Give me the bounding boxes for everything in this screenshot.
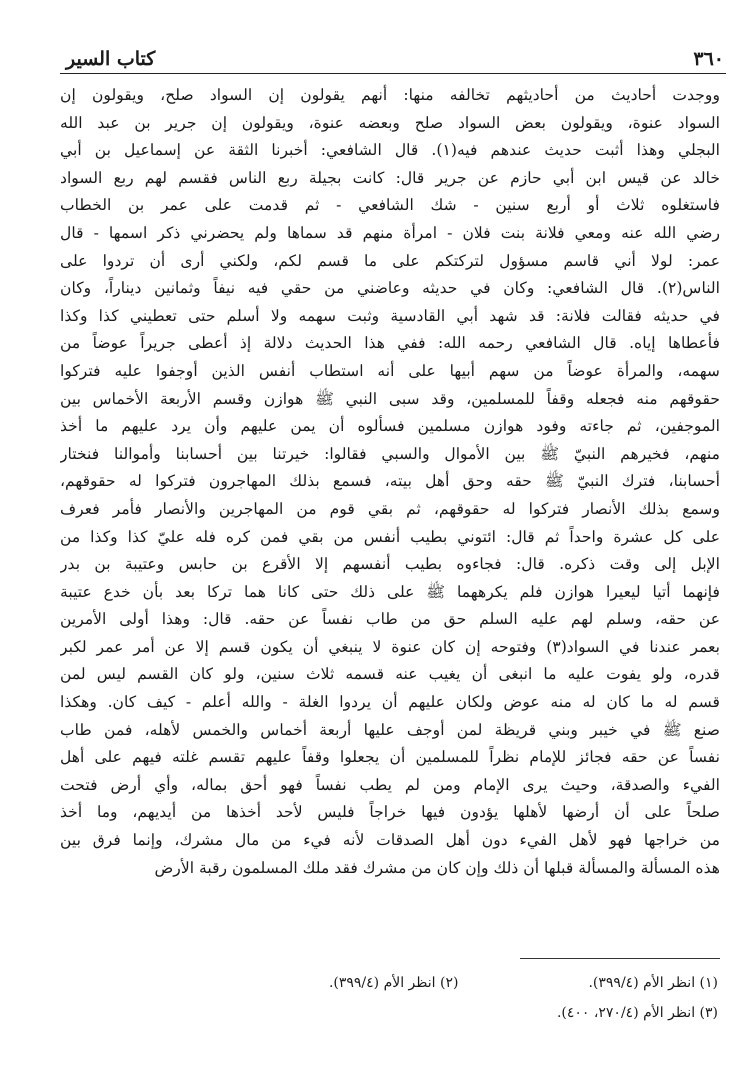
text-line: حقوقهم منه فجعله وقفاً للمسلمين، وقد سبى النبي ﷺ هوازن وقسم الأربعة الأخماس بين (60, 389, 720, 408)
text-line: فاستغلوه ثلاث أو أربع سنين - شك الشافعي - ثم قدمت على عمر بن الخطاب (60, 196, 720, 215)
text-line: الناس(٢). قال الشافعي: وكان في حديثه وعاضني من حقي فيه نيفاً وثمانين ديناراً، وكان (60, 279, 720, 298)
text-line: في حديثه فقالت فلانة: قد شهد أبي القادسية وثبت سهمه ولا أسلم حتى تعطيني كذا وكذا (60, 306, 720, 325)
text-line: قدره، ولو يفوت عليه ما انبغى أن يغيب عنه قسمه ثلاث سنين، ولو كان القسم ليس لمن (60, 665, 720, 684)
text-line: رضي الله عنه ومعي فلانة بنت فلان - امرأة منهم قد سماها ولم يحضرني ذكر اسمها - قال (60, 223, 720, 242)
text-line: صلحاً على أن أرضها لأهلها يؤدون فيها خراجاً فليس لأحد أخذها من أيديهم، وما أخذ (60, 803, 720, 822)
text-line: البجلي وهذا أثبت حديث عندهم فيه(١). قال الشافعي: أخبرنا الثقة عن إسماعيل بن أبي (60, 141, 720, 160)
text-line: السواد عنوة، ويقولون بعض السواد صلح وبعضه عنوة، ويقولون إن جرير بن عبد الله (60, 113, 720, 132)
text-line: خالد عن قيس ابن أبي حازم عن جرير قال: كانت بجيلة ربع الناس فقسم لهم ربع السواد (60, 168, 720, 187)
text-line: من خراجها فهو لأهل الفيء دون أهل الصدقات لأنه فيء من مال مشرك، وإنما فرق بين (60, 831, 720, 850)
text-line: أحسابنا، فترك النبيّ ﷺ حقه وحق أهل بيته، فسمع بذلك المهاجرون فتركوا له حقوقهم، (60, 472, 720, 491)
text-line: ووجدت أحاديث من أحاديثهم تخالفه منها: أنهم يقولون إن السواد صلح، ويقولون إن (60, 86, 720, 104)
text-line: الإبل إلى وقت ذكره. قال: فجاءوه بطيب أنفسهم إلا الأقرع بن حابس وعتيبة بن بدر (60, 555, 720, 574)
text-line: هذه المسألة والمسألة قبلها أن ذلك وإن كان من مشرك فقد ملك المسلمون رقبة الأرض (154, 858, 720, 877)
text-line: نفساً عن حقه فجائز للإمام نظراً للمسلمين أن يجعلوا وقفاً عليهم تقسم غلته فيهم على أهل (60, 748, 720, 767)
footnotes (60, 968, 718, 1048)
text-line: الموجفين، ثم جاءته وفود هوازن مسلمين فسألوه أن يمن عليهم وأن يرد عليهم ما أخذ (60, 417, 720, 436)
text-line: سهمه، والمرأة عوضاً من سهم أبيها على أنه استطاب أنفس الذين أوجفوا عليه فتركوا (60, 361, 720, 380)
text-line: فأعطاها إياه. قال الشافعي رحمه الله: ففي هذا الحديث دلالة إذ أعطى جريراً عوضاً من (60, 334, 720, 353)
text-line: بعمر عندنا في السواد(٣) وفتوحه إن كان عنوة لا ينبغي أن يكون قسم إلا عن أمر عمر لكبر (60, 637, 720, 656)
main-text (60, 82, 720, 912)
header-divider (60, 73, 726, 74)
text-line: فإنهما أتيا ليعيرا هوازن فلم يكرههما ﷺ على ذلك حتى كانا هما تركا بعد بأن خدع عتيبة (60, 582, 720, 601)
text-line: وسمع بذلك الأنصار فتركوا له حقوقهم، ثم بقي قوم من المهاجرين والأنصار فأمر فعرف (60, 499, 720, 518)
text-line: الفيء والصدقة، وحيث يرى الإمام ومن لم يطب نفساً فهو أحق بماله، وأي أرض فتحت (60, 775, 720, 794)
text-line: قسم له ما كان له منه عوض ولكان عليهم أن يردوا الغلة - والله أعلم - كيف كان. وهكذا (60, 693, 720, 712)
text-line: على كل عشرة واحداً ثم قال: ائتوني بطيب أنفس من بقي فمن كره فله عليّ كذا وكذا من (60, 527, 720, 546)
footnote-row (60, 998, 718, 1028)
running-header (66, 34, 724, 70)
footnote-1: (١) انظر الأم (٣٩٩/٤). (588, 975, 718, 991)
footnote-2: (٢) انظر الأم (٣٩٩/٤). (328, 975, 459, 991)
text-line: صنع ﷺ في خيبر وبني قريظة لمن أوجف عليها أربعة أخماس والخمس لأهله، فمن طاب (60, 720, 720, 739)
text-line: عن حقه، وسلم لهم عليه السلم حق من طاب نفساً عن حقه. قال: وهذا أولى الأمرين (60, 610, 720, 629)
page-number: ٣٦٠ (693, 48, 724, 70)
text-line: عمر: لولا أني قاسم مسؤول لتركتكم على ما قسم لكم، ولكني أرى أن تردوا على (60, 251, 720, 270)
footnote-row (60, 968, 718, 998)
text-line: منهم، فخيرهم النبيّ ﷺ بين الأموال والسبي فقالوا: خيرتنا بين أحسابنا وأموالنا فنختار (60, 444, 720, 463)
footnote-divider (520, 958, 720, 959)
book-title: كتاب السير (66, 48, 156, 70)
footnote-3: (٣) انظر الأم (٢٧٠/٤، ٤٠٠). (556, 1005, 718, 1021)
